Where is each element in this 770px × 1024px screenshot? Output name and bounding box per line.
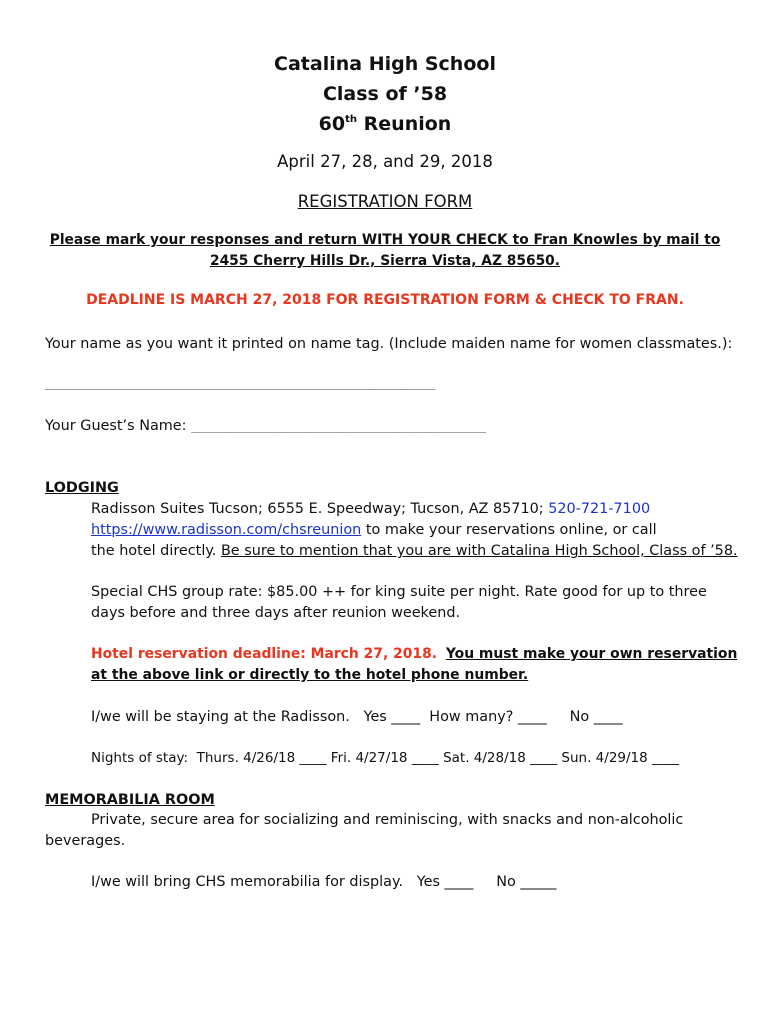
rate-line-1: Special CHS group rate: $85.00 ++ for king suite per night. Rate good for up to three — [91, 584, 707, 600]
hotel-link-line — [91, 520, 657, 540]
guest-field-blank[interactable]: __________________________________________________ — [191, 422, 487, 433]
event-dates: April 27, 28, and 29, 2018 — [277, 152, 493, 171]
school-name: Catalina High School — [274, 53, 496, 75]
memorabilia-desc-1: Private, secure area for socializing and reminiscing, with snacks and non-alcoholic — [91, 812, 684, 828]
reservation-link-suffix: to make your reservations online, or call — [361, 522, 657, 538]
deadline-notice: DEADLINE IS MARCH 27, 2018 FOR REGISTRATION FORM & CHECK TO FRAN. — [86, 292, 684, 308]
reunion-word: Reunion — [357, 113, 452, 135]
instructions-line-1: Please mark your responses and return WITH YOUR CHECK to Fran Knowles by mail to — [49, 232, 721, 248]
rate-line-2: days before and three days after reunion weekend. — [91, 605, 461, 621]
hotel-call-line — [91, 541, 738, 561]
memorabilia-heading: MEMORABILIA ROOM — [45, 792, 215, 808]
hotel-address — [91, 499, 650, 519]
hotel-deadline-line — [91, 644, 737, 664]
mention-notice: Be sure to mention that you are with Catalina High School, Class of ’58. — [220, 543, 738, 559]
lodging-heading: LODGING — [45, 480, 119, 496]
guest-field — [45, 416, 486, 438]
hotel-text: Radisson Suites Tucson; 6555 E. Speedway; Tucson, AZ 85710; — [91, 501, 549, 517]
reunion-title — [0, 112, 770, 136]
nights-of-stay[interactable]: Nights of stay: Thurs. 4/26/18 ____ Fri. 4/27/18 ____ Sat. 4/28/18 ____ Sun. 4/29/18 ____ — [91, 750, 680, 766]
form-title: REGISTRATION FORM — [297, 192, 473, 211]
call-text: the hotel directly. — [91, 543, 221, 559]
name-field-label: Your name as you want it printed on name tag. (Include maiden name for women classmates.): — [45, 336, 733, 352]
guest-field-label: Your Guest’s Name: — [45, 418, 192, 434]
instructions-address: 2455 Cherry Hills Dr., Sierra Vista, AZ 85650. — [209, 253, 561, 269]
reservation-link[interactable]: https://www.radisson.com/chsreunion — [91, 522, 362, 538]
must-reserve-1: You must make your own reservation — [445, 646, 738, 662]
memorabilia-bring[interactable]: I/we will bring CHS memorabilia for display. Yes ____ No _____ — [91, 874, 557, 890]
staying-question[interactable]: I/we will be staying at the Radisson. Yes ____ How many? ____ No ____ — [91, 709, 623, 725]
hotel-deadline: Hotel reservation deadline: March 27, 2018. — [91, 646, 438, 662]
reunion-suffix: th — [345, 113, 358, 125]
class-year: Class of ’58 — [322, 83, 448, 105]
name-field-blank[interactable]: _______________________________________________________________ — [45, 378, 436, 390]
must-reserve-2: at the above link or directly to the hotel phone number. — [91, 667, 529, 683]
hotel-phone[interactable]: 520-721-7100 — [548, 501, 651, 517]
memorabilia-desc-2: beverages. — [45, 833, 126, 849]
reunion-number: 60 — [318, 113, 346, 135]
